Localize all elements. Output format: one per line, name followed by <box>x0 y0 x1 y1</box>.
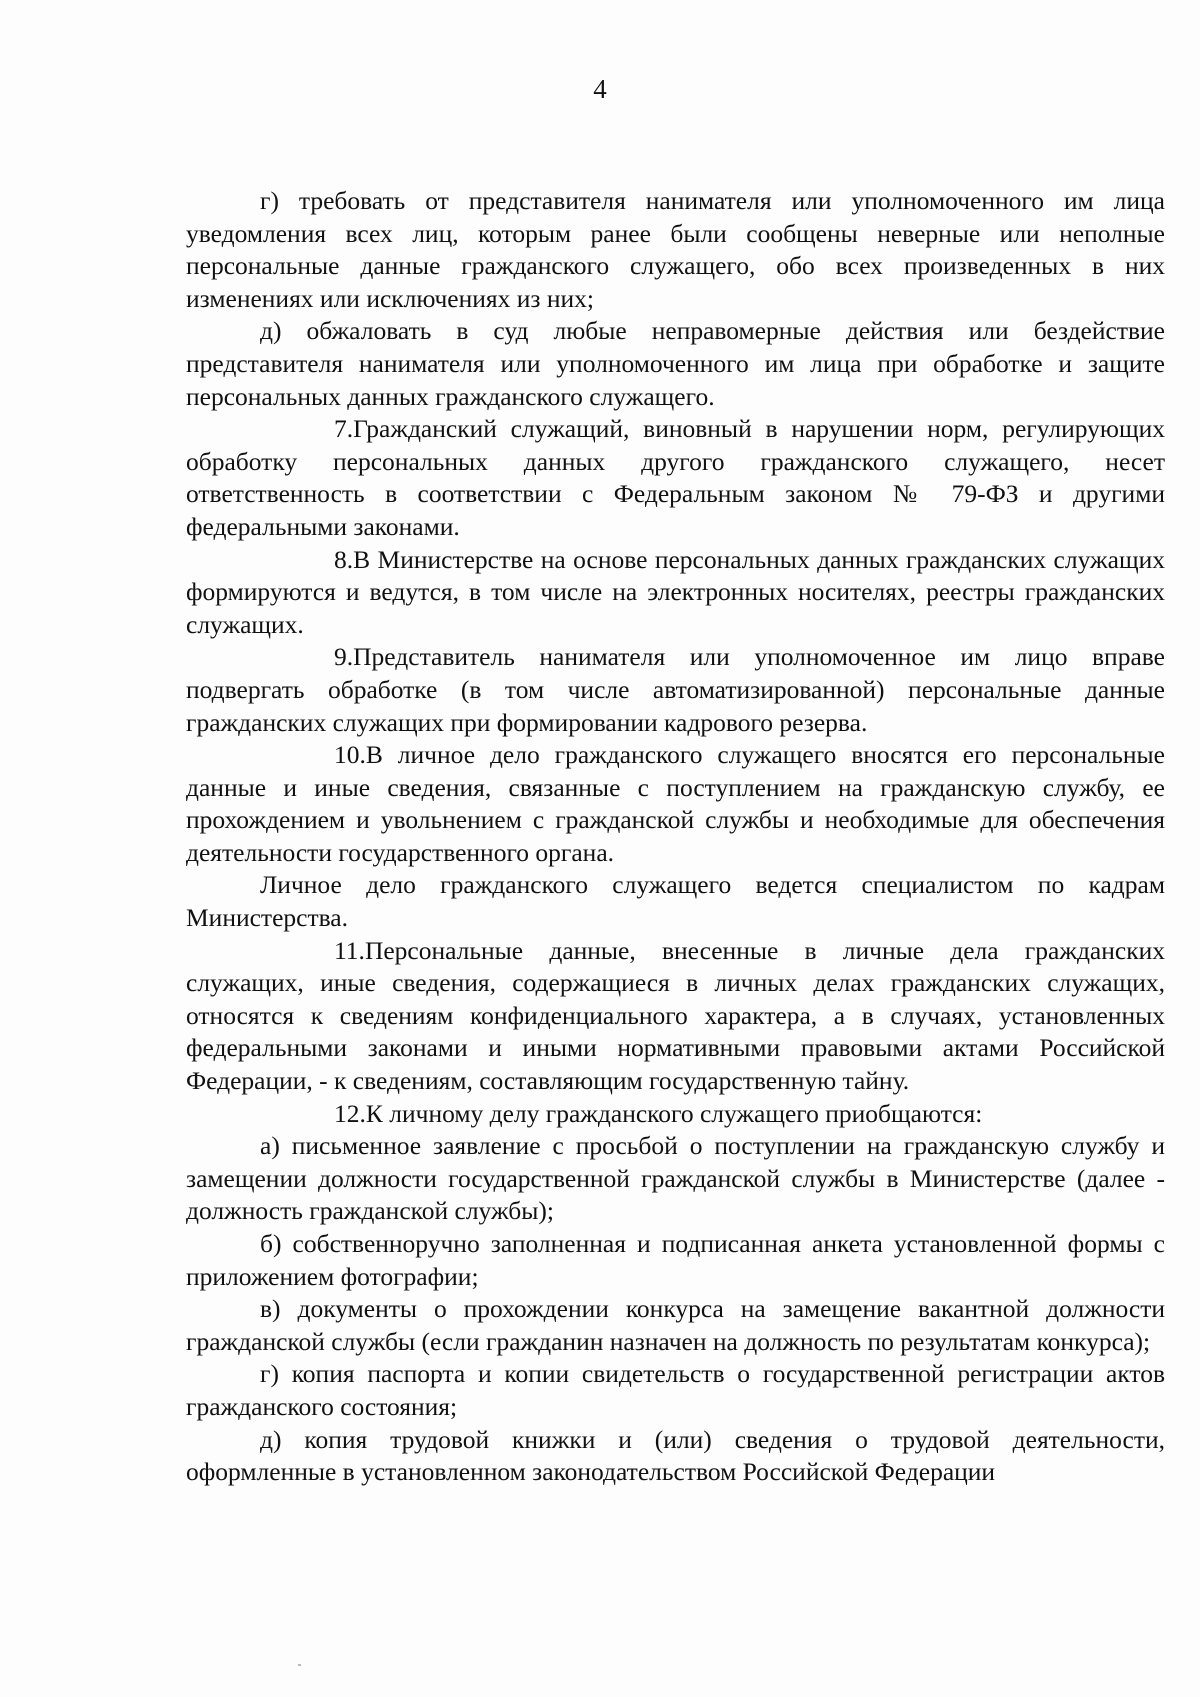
paragraph-text: д) копия трудовой книжки и (или) сведения о трудовой деятельности, оформленные в установленном законодательством Российской Федерации <box>186 1424 1165 1487</box>
paragraph-text: Представитель нанимателя или уполномоченное им лицо вправе подвергать обработке (в том числе автоматизированной) персональные данные гражданских служащих при формировании кадрового резерва. <box>186 642 1165 737</box>
paragraph-number: 12. <box>334 1098 366 1128</box>
paragraph-text: д) обжаловать в суд любые неправомерные действия или бездействие представителя нанимателя или уполномоченного им лица при обработке и защите персональных данных гражданского служащего. <box>186 316 1165 411</box>
paragraph-text: Гражданский служащий, виновный в нарушении норм, регулирующих обработку персональных данных другого гражданского служащего, несет ответственность в соответствии с Федеральным законом № 79-ФЗ и другими федеральными законами. <box>186 414 1165 541</box>
scan-speck <box>298 1664 301 1666</box>
paragraph-text: в) документы о прохождении конкурса на замещение вакантной должности гражданской службы (если гражданин назначен на должность по результатам конкурса); <box>186 1294 1165 1356</box>
paragraph-personal-file <box>186 869 1165 934</box>
paragraph-text: а) письменное заявление с просьбой о поступлении на гражданскую службу и замещении должности государственной гражданской службы в Министерстве (далее - должность гражданской службы); <box>186 1131 1165 1226</box>
paragraph-text: Личное дело гражданского служащего ведется специалистом по кадрам Министерства. <box>186 870 1165 933</box>
paragraph-9 <box>186 641 1165 739</box>
paragraph-text: г) требовать от представителя нанимателя или уполномоченного им лица уведомления всех лиц, которым ранее были сообщены неверные или неполные персональные данные гражданского служащего, обо всех произведенных в них изменениях или исключениях из них; <box>186 186 1165 313</box>
paragraph-number: 11. <box>334 935 365 965</box>
paragraph-g-notify <box>186 185 1165 315</box>
paragraph-10 <box>186 739 1165 869</box>
paragraph-12 <box>186 1098 1165 1131</box>
paragraph-text: Персональные данные, внесенные в личные дела гражданских служащих, иные сведения, содержащиеся в личных делах гражданских служащих, относятся к сведениям конфиденциального характера, а в случаях, установленных федеральными законами и иными нормативными правовыми актами Российской Федерации, - к сведениям, составляющим государственную тайну. <box>186 935 1165 1096</box>
page-number: 4 <box>593 74 607 104</box>
paragraph-a-application <box>186 1130 1165 1228</box>
paragraph-number: 10. <box>334 740 366 770</box>
paragraph-b-questionnaire <box>186 1228 1165 1293</box>
paragraph-number: 9. <box>334 642 354 672</box>
paragraph-g-passport <box>186 1358 1165 1423</box>
paragraph-7 <box>186 413 1165 543</box>
paragraph-text: б) собственноручно заполненная и подписанная анкета установленной формы с приложением фотографии; <box>186 1229 1165 1291</box>
paragraph-d-appeal <box>186 315 1165 413</box>
paragraph-number: 8. <box>334 544 354 574</box>
paragraph-text: К личному делу гражданского служащего приобщаются: <box>365 1098 983 1128</box>
paragraph-8 <box>186 544 1165 642</box>
paragraph-v-contest <box>186 1293 1165 1358</box>
paragraph-text: В Министерстве на основе персональных данных гражданских служащих формируются и ведутся, в том числе на электронных носителях, реестры гражданских служащих. <box>186 544 1165 639</box>
paragraph-text: В личное дело гражданского служащего вносятся его персональные данные и иные сведения, связанные с поступлением на гражданскую службу, ее прохождением и увольнением с гражданской службы и необходимые для обеспечения деятельности государственного органа. <box>186 740 1165 867</box>
paragraph-d-workbook <box>186 1424 1165 1489</box>
paragraph-11 <box>186 935 1165 1098</box>
paragraph-number: 7. <box>334 414 354 444</box>
paragraph-text: г) копия паспорта и копии свидетельств о государственной регистрации актов гражданского состояния; <box>186 1359 1165 1421</box>
document-body <box>186 185 1165 1489</box>
